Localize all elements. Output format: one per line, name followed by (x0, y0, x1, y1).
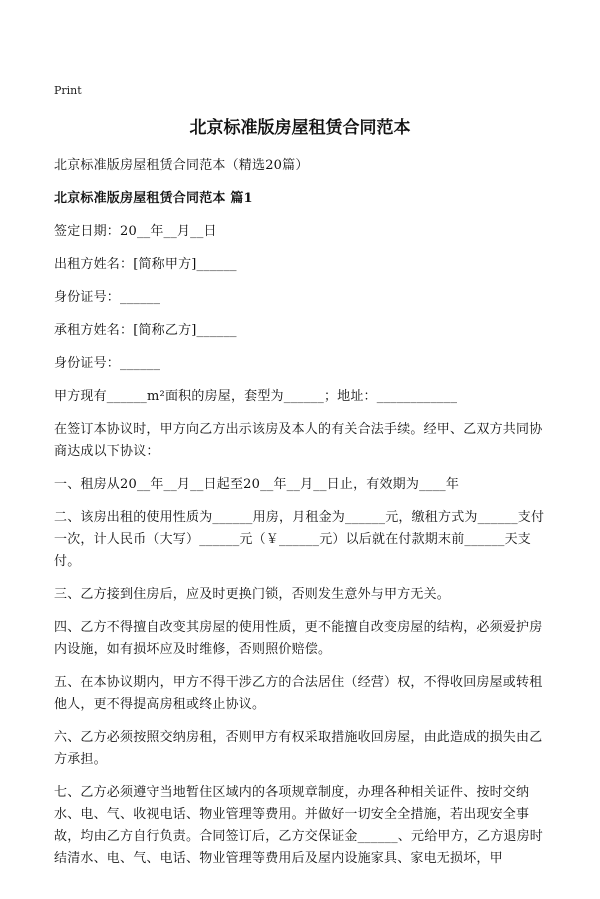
lessee-name: 承租方姓名：[简称乙方]______ (54, 323, 237, 338)
clause-3: 三、乙方接到住房后，应及时更换门锁，否则发生意外与甲方无关。 (54, 587, 451, 602)
clause-4: 四、乙方不得擅自改变其房屋的使用性质，更不能擅自改变房屋的结构，必须爱护房内设施，如有损坏应及时维修，否则照价赔偿。 (54, 620, 543, 657)
lessor-name: 出租方姓名：[简称甲方]______ (54, 257, 237, 272)
lessor-id: 身份证号：______ (54, 290, 161, 305)
clause-6: 六、乙方必须按照交纳房租，否则甲方有权采取措施收回房屋，由此造成的损失由乙方承担。 (54, 730, 543, 767)
clause-1: 一、租房从20__年__月__日起至20__年__月__日止，有效期为____年 (54, 477, 460, 492)
lessee-id: 身份证号：______ (54, 356, 161, 371)
clause-2: 二、该房出租的使用性质为______用房，月租金为______元，缴租方式为______支付一次，计人民币（大写）______元（￥______元）以后就在付款期末前______天支付。 (54, 510, 545, 569)
print-label: Print (54, 84, 82, 97)
agreement-intro: 在签订本协议时，甲方向乙方出示该房及本人的有关合法手续。经甲、乙双方共同协商达成以下协议： (54, 422, 543, 459)
signing-date: 签定日期：20__年__月__日 (54, 224, 217, 239)
property-info: 甲方现有______m²面积的房屋，套型为______；地址：____________ (54, 389, 458, 404)
document-body (54, 155, 546, 881)
clause-7: 七、乙方必须遵守当地暂住区域内的各项规章制度，办理各种相关证件、按时交纳水、电、气、收视电话、物业管理等费用。并做好一切安全全措施，若出现安全事故，均由乙方自行负责。合同签订后，乙方交保证金______、元给甲方，乙方退房时结清水、电、气、电话、物业管理等费用后及屋内设施家具、家电无损坏，甲 (54, 785, 544, 866)
document-title: 北京标准版房屋租赁合同范本 (189, 118, 411, 138)
clause-5: 五、在本协议期内，甲方不得干涉乙方的合法居住（经营）权，不得收回房屋或转租他人，更不得提高房租或终止协议。 (54, 675, 543, 712)
subtitle: 北京标准版房屋租赁合同范本（精选20篇） (54, 158, 309, 173)
section-heading: 北京标准版房屋租赁合同范本 篇1 (54, 191, 253, 206)
